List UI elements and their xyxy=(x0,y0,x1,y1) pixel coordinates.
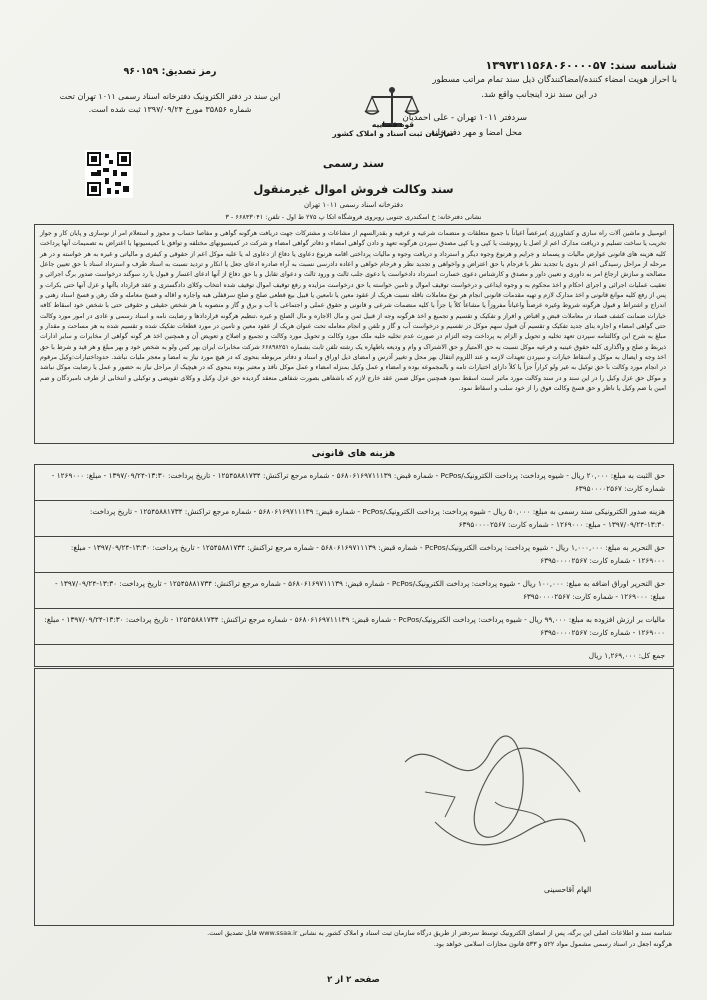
org-line-1: قوه قضاییه xyxy=(371,120,415,129)
notary-office-label: دفترخانه اسناد رسمی ۱۰۱۱ تهران xyxy=(304,201,403,209)
fee-row: حق الثبت به مبلغ: ۲۰,۰۰۰ ریال - شیوه پرداخت: پرداخت الکترونیک/PcPos - شماره قبض: ۵۶۸۰۶۱۶۹۷۱۱۱۳۹ - شماره مرجع تراکنش: ۱۲۵۴۵۸۸۱۷۳۴ - تاریخ پرداخت: ۱۳:۳۰-۱۳۹۷/۰۹/۲۴ - مبلغ: ۱۲۶۹۰۰۰ - شماره کارت: ۶۳۹۵۰۰۰۰۲۵۶۷ xyxy=(35,465,673,501)
verification-code: رمز تصدیق: ۹۶۰۱۵۹ xyxy=(123,66,217,77)
official-doc-label: سند رسمی xyxy=(322,157,385,170)
office-address: نشانی دفترخانه: خ اسکندری جنوبی روبروی فروشگاه اتکا پ ۲۷۵ ط اول - تلفن: ۶۶۸۴۳۰۴۱ - ۳ xyxy=(225,213,482,221)
registration-line-1: این سند در دفتر الکترونیک دفترخانه اسناد رسمی ۱۰۱۱ تهران تحت xyxy=(59,92,281,101)
footer-line-2: هرگونه اجعل در اسناد رسمی مشمول مواد ۵۲۲ و ۵۳۳ قانون مجازات اسلامی خواهد بود. xyxy=(433,940,672,948)
fee-row: هزینه صدور الکترونیکی سند رسمی به مبلغ: ۵۰,۰۰۰ ریال - شیوه پرداخت: پرداخت الکترونیک/PcPos - شماره قبض: ۵۶۸۰۶۱۶۹۷۱۱۱۳۹ - شماره مرجع تراکنش: ۱۲۵۴۵۸۸۱۷۳۴ - تاریخ پرداخت: ۱۳:۳۰-۱۳۹۷/۰۹/۲۴ - مبلغ: ۱۲۶۹۰۰۰ - شماره کارت: ۶۳۹۵۰۰۰۰۲۵۶۷ xyxy=(35,501,673,537)
verification-line-1: با احراز هویت امضاء کننده/امضاکنندگان ذیل سند تمام مراتب مسطور xyxy=(432,75,677,85)
fee-row: حق التحریر به مبلغ: ۱,۰۰۰,۰۰۰ ریال - شیوه پرداخت: پرداخت الکترونیک/PcPos - شماره قبض: ۵۶۸۰۶۱۶۹۷۱۱۱۳۹ - شماره مرجع تراکنش: ۱۲۵۴۵۸۸۱۷۳۴ - تاریخ پرداخت: ۱۳:۳۰-۱۳۹۷/۰۹/۲۴ - مبلغ: ۱۲۶۹۰۰۰ - شماره کارت: ۶۳۹۵۰۰۰۰۲۵۶۷ xyxy=(35,537,673,573)
verification-line-2: در این سند نزد اینجانب واقع شد. xyxy=(481,90,597,100)
signature-scribble xyxy=(395,722,595,872)
fees-heading: هزینه های قانونی xyxy=(311,448,396,459)
header-left-block xyxy=(20,65,320,116)
footer-line-1: شناسه سند و اطلاعات اصلی این برگه، پس از امضای الکترونیک توسط سردفتر از طریق درگاه سازمان ثبت اسناد و املاک کشور به نشانی www.ssaa.ir قابل تصدیق است. xyxy=(207,929,672,937)
document-title: سند وکالت فروش اموال غیرمنقول xyxy=(253,182,454,196)
notary-name: سردفتر ۱۰۱۱ تهران - علی احمدیان xyxy=(402,113,527,123)
registration-line-2: شماره ۳۵۸۵۶ مورخ ۱۳۹۷/۰۹/۲۴ ثبت شده است. xyxy=(88,105,252,114)
signer-name: الهام آقاحسینی xyxy=(544,885,592,894)
fee-row: مالیات بر ارزش افزوده به مبلغ: ۹۹,۰۰۰ ریال - شیوه پرداخت: پرداخت الکترونیک/PcPos - شماره قبض: ۵۶۸۰۶۱۶۹۷۱۱۱۳۹ - شماره مرجع تراکنش: ۱۲۵۴۵۸۸۱۷۳۴ - تاریخ پرداخت: ۱۳:۳۰-۱۳۹۷/۰۹/۲۴ - مبلغ: ۱۲۶۹۰۰۰ - شماره کارت: ۶۳۹۵۰۰۰۰۲۵۶۷ xyxy=(35,609,673,645)
power-of-attorney-text: اتومبیل و ماشین آلات راه سازی و کشاورزی )مرعصاً اعیاناً با جمیع متعلقات و منضمات شرعیه و عرفیه و بقدرالسهم از مشاعات و مشترکات جهت دریافت هرگونه گواهی و مفاصا حساب و مجوز و استعلام امر از نوسازی و پایان کار و جواز تخریب یا ساخت تسلیم و دریافت مدارک اعم از اصل یا رونوشت یا کپی و یا کپی مصدق سپردن هرگونه تعهد و دادن گواهی امضاء و دفاتر گواهی امضاء و شرکت در کمیسیونهای مختلفه و توافق با کمیسیونها با اعتراض به تصمیمات آنها پرداخت کلیه هزینه های قانونی عوارض مالیات و پسماند و جرایم و هرنوع وجوه دیگر و استرداد و دریافت وجوه و مالیات پرداختی اقامه هرنوع دعاوی یا دفاع از دعاوی له یا علیه موکل اعم از حقوقی و کیفری و مالیاتی و غیره به هر خواسته و در هر مرحله از مراحل رسیدگی اعم از بدوی یا تجدید نظر با فرجام با حق اعتراض و واخواهی و تجدید نظر و فرجام خواهی و اعاده دادرسی نسبت به آراء صادره ادعای جعل یا انکار و تردید نسبت به اسناد طرف و استرداد اسناد با حق تعیین جاعل مصالحه و سازش ارجاع امر به داوری و تعیین داور و مصدق و کارشناس دعوی خسارت استرداد دادخواست یا دعوی جلب ثالث و ورود ثالث و دعوای تقابل و یا حق دفاع از آنها ادعای اعسار و قبول یا رد سوگند درخواست صدور برگ اجرائی و تعقیب عملیات اجرائی و اجرای احکام و اخذ محکوم به و وجوه ایداعی و درخواست توقیف اموال و تامین خواسته یا حق درخواست مزایده و رفع توقیف اموال توقیف شده انتخاب وکلای دادگستری و عقد قرارداد باآنها و عزل آنها حتی بکرات و پس از رفع کلیه موانع قانونی و اخذ مدارک لازم و تهیه مقدمات قانونی انجام هر نوع معاملات ناقله نسبت هریک از عقود معین یا نامعین یا قبیل بیع قطعی صلح و صلح سرقفلی هبه واجاره و اقاله و فسخ معامله و فک رهن و فسخ اسناد رهنی و اندراج و اشتراط و قبول هرگونه شروط وغیره عرصتاً واعیاناً مفروزاً یا مشاعاً کلاً یا جزاً با کلیه منضمات شرعی و قانونی و حقوق عملی و اجتماعی با آب و برق و گاز و منصوبه یا هر شخص حقیقی و حقوقی حتی با شخص خود اسقاط کافه خیارات ضمانت کشف فساد در معاملات قبض و اقباض و افراز و تفکیک و تقسیم و تجمیع و اخذ هرگونه وجه از قبیل ثمن و مال الاجاره و مال الصلح و غیره ،تنظیم هرگونه قراردادها و رضایت نامه و اسناد رسمی و عادی در امور مورد وکالت حتی گواهی امضاء و اجاره بنای جدید تفکیک و تقسیم آن قبول سهم موکل در تقسیم و درخواست آب و گاز و تلفن و انجام معامله تحت عنوان هریک از عقود معین و تامین در مورد قطعات تفکیک شده و تقسیم شده به هر مساحت و مقدار و مبلغ به شرح این وکالتنامه سپردن تعهد تخلیه و تحویل و الزام به پرداخت وجه التزام در صورت عدم تخلیه خلیه ملک مورد وکالت و تحویل مورد وکالت و تجمیع و اصلاح و تعویض آن و همچنین اخذ هر گونه گواهی از مخابرات و سایر ادارات ذیربط و صلح و واگذاری کلیه حقوق عینیه و فرعیه موکل نسبت به حق الامتیاز و حق الاشتراک و وام و ودیعه باطهاره یک رشته تلفن ثابت بشماره ۶۶۸۹۸۲۵۱ شرکت مخابرات ایران بهر کس ولو به شخص خود و بهر مبلغ و هر قید و شرط با حق اخذ وجه و ایصال به موکل و اسقاط خیارات و سپردن تعهدات لازمه و عند اللزوم انتقال بهر محل و تغییر آدرس و امضای ذیل اوراق و اسناد و دفاتر مربوطه بنحوی که در هیچ مورد نیاز به امضا و معجر ملیات نباشد. حدوداختیارات:وکیل مرقوم در انجام مورد وکالت با حق توکیل به غیر ولو کراراً جزاً یا کلاً دارای اختیارات تامه و بالمجموعه بوده و امضاء و عمل وکیل بمنزله امضاء و عمل موکل نافذ و معتبر بوده بنحوی که در هیچیک از مراحل نیاز به حضور و عمل یا رضایت موکل نباشد و موکل حق عزل وکیل را در این سند و در سند وکالت مورد ماتبر است اسقط نمود همچنین موکل ضمن عقد خارج لازم که باشفاهی بصورت شفاهی منعقد گردیده حق عزل وکیل و وکلای تفویضی و توکیلی و انتخابی از طرف نامبردگان و ضم امین یا ضم وکیل یا ناظر و حق فسخ وکالت فوق را از خود سلب و اسقاط نمود. xyxy=(40,230,666,393)
page-number: صفحه ۲ از ۲ xyxy=(327,975,380,985)
stamp-place-label: محل امضا و مهر دفترخانه xyxy=(430,128,522,138)
fees-table xyxy=(34,464,674,667)
org-line-2: سازمان ثبت اسناد و املاک کشور xyxy=(332,129,454,138)
footer-notes xyxy=(34,928,672,950)
fees-total: جمع کل: ۱,۲۶۹,۰۰۰ ریال xyxy=(588,651,665,660)
org-name xyxy=(318,120,468,138)
fee-row: حق التحریر اوراق اضافه به مبلغ: ۱۰۰,۰۰۰ ریال - شیوه پرداخت: پرداخت الکترونیک/PcPos - شماره قبض: ۵۶۸۰۶۱۶۹۷۱۱۱۳۹ - شماره مرجع تراکنش: ۱۲۵۴۵۸۸۱۷۳۴ - تاریخ پرداخت: ۱۳:۳۰-۱۳۹۷/۰۹/۲۴ - مبلغ: ۱۲۶۹۰۰۰ - شماره کارت: ۶۳۹۵۰۰۰۰۲۵۶۷ xyxy=(35,573,673,609)
document-serial: شناسه سند: ۱۳۹۷۳۱۱۵۶۸۰۶۰۰۰۰۵۷ xyxy=(485,59,677,72)
